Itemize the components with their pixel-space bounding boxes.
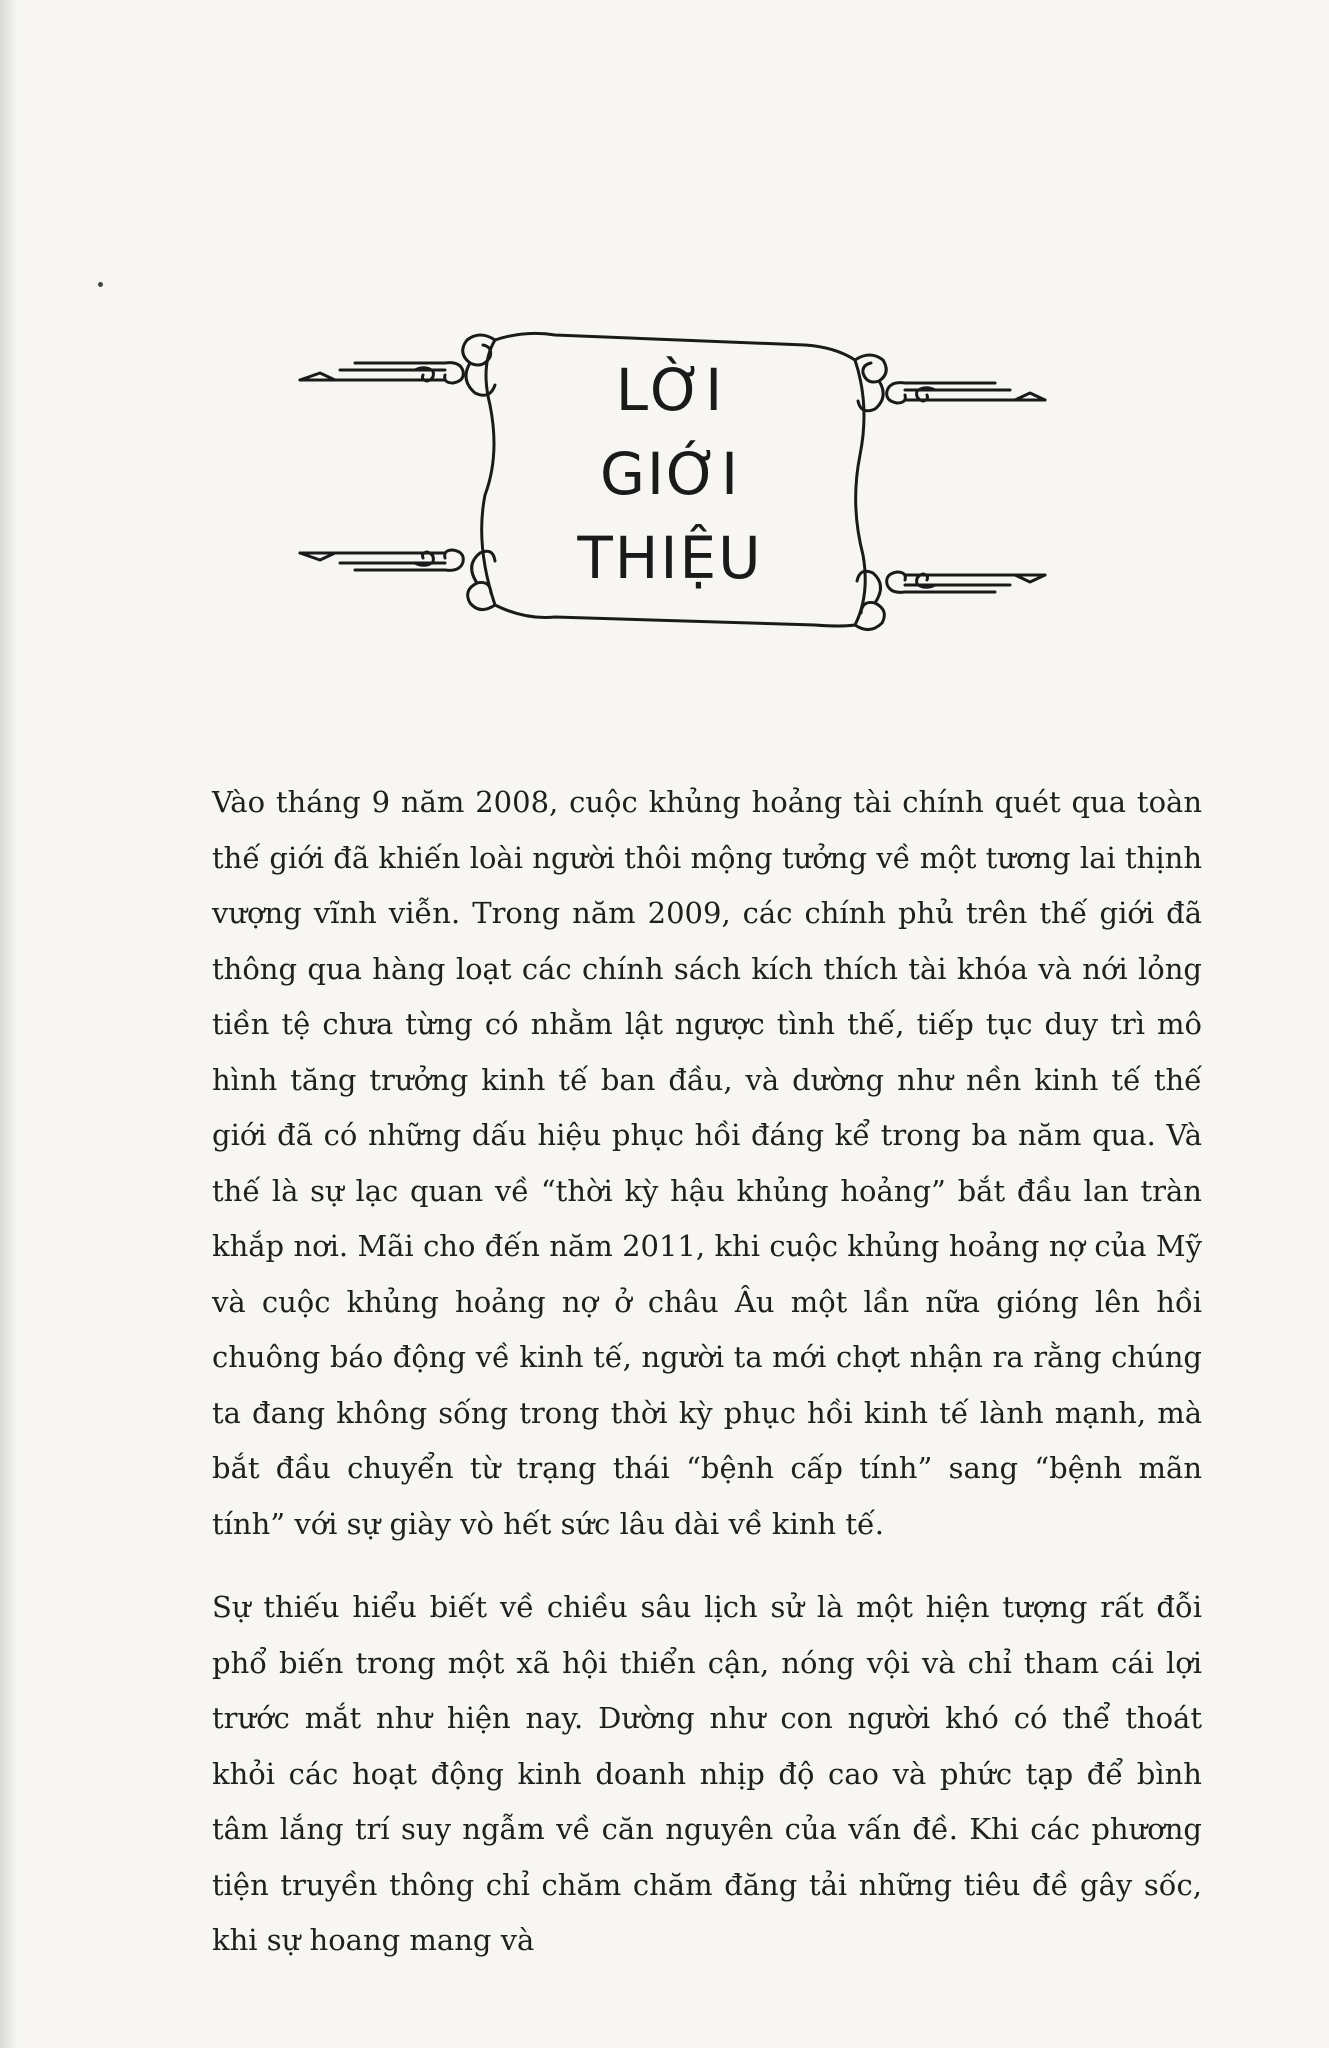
page-edge-shadow bbox=[0, 0, 18, 2048]
paragraph-1: Vào tháng 9 năm 2008, cuộc khủng hoảng tài chính quét qua toàn thế giới đã khiến loài người thôi mộng tưởng về một tương lai thịnh vượng vĩnh viễn. Trong năm 2009, các chính phủ trên thế giới đã thông qua hàng loạt các chính sách kích thích tài khóa và nới lỏng tiền tệ chưa từng có nhằm lật ngược tình thế, tiếp tục duy trì mô hình tăng trưởng kinh tế ban đầu, và dường như nền kinh tế thế giới đã có những dấu hiệu phục hồi đáng kể trong ba năm qua. Và thế là sự lạc quan về “thời kỳ hậu khủng hoảng” bắt đầu lan tràn khắp nơi. Mãi cho đến năm 2011, khi cuộc khủng hoảng nợ của Mỹ và cuộc khủng hoảng nợ ở châu Âu một lần nữa gióng lên hồi chuông báo động về kinh tế, người ta mới chợt nhận ra rằng chúng ta đang không sống trong thời kỳ phục hồi kinh tế lành mạnh, mà bắt đầu chuyển từ trạng thái “bệnh cấp tính” sang “bệnh mãn tính” với sự giày vò hết sức lâu dài về kinh tế. bbox=[212, 785, 1202, 1541]
ink-speck bbox=[98, 282, 103, 287]
title-line-3: THIỆU bbox=[577, 524, 763, 592]
chapter-title bbox=[520, 348, 820, 600]
title-line-2: GIỚI bbox=[599, 440, 741, 508]
title-line-1: LỜI bbox=[615, 356, 725, 424]
paragraph-2: Sự thiếu hiểu biết về chiều sâu lịch sử là một hiện tượng rất đỗi phổ biến trong một xã hội thiển cận, nóng vội và chỉ tham cái lợi trước mắt như hiện nay. Dường như con người khó có thể thoát khỏi các hoạt động kinh doanh nhịp độ cao và phức tạp để bình tâm lắng trí suy ngẫm về căn nguyên của vấn đề. Khi các phương tiện truyền thông chỉ chăm chăm đăng tải những tiêu đề gây sốc, khi sự hoang mang và bbox=[212, 1590, 1202, 1957]
body-text bbox=[212, 775, 1202, 1969]
